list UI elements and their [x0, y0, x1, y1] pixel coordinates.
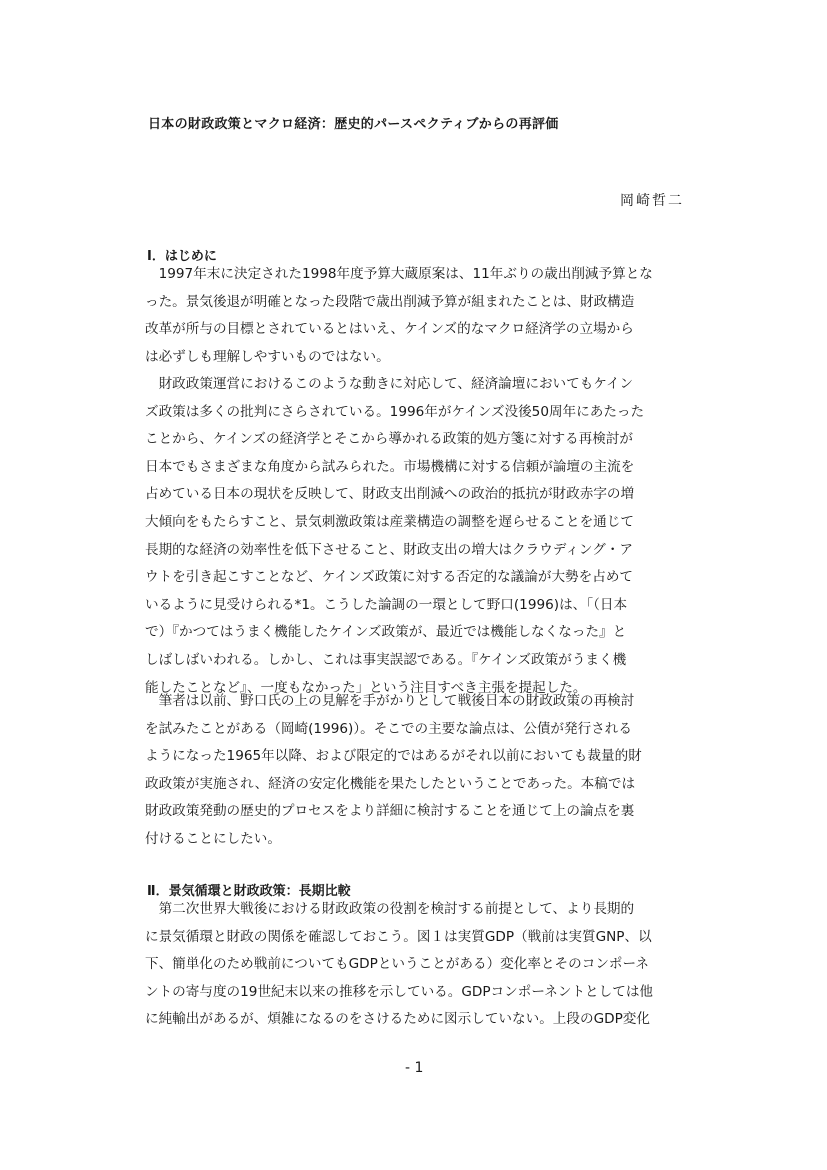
text-line: 付けることにしたい。	[145, 830, 281, 847]
section-1-paragraph-2	[145, 371, 705, 702]
text-line: ントの寄与度の19世紀末以来の推移を示している。GDPコンポーネントとしては他	[145, 983, 654, 1000]
text-line: 下、簡単化のため戦前についてもGDPということがある）変化率とそのコンポーネ	[145, 956, 650, 973]
page-number: - 1	[405, 1060, 424, 1076]
text-line: 政政策が実施され、経済の安定化機能を果たしたということであった。本稿では	[145, 775, 636, 792]
text-line: 日本でもさまざまな角度から試みられた。市場機構に対する信頼が論壇の主流を	[145, 458, 635, 475]
text-line: ズ政策は多くの批判にさらされている。1996年がケインズ没後50周年にあたった	[145, 403, 645, 420]
paper-title: 日本の財政政策とマクロ経済：歴史的パースペクティブからの再評価	[148, 117, 559, 132]
text-line: ことから、ケインズの経済学とそこから導かれる政策的処方箋に対する再検討が	[145, 431, 634, 448]
text-line: を試みたことがある（岡崎(1996)）。そこでの主要な論点は、公債が発行される	[145, 720, 632, 737]
text-line: 長期的な経済の効率性を低下させること、財政支出の増大はクラウディング・ア	[145, 541, 634, 558]
text-line: 1997年末に決定された1998年度予算大蔵原案は、11年ぶりの歳出削減予算とな	[145, 266, 653, 282]
text-line: ようになった1965年以降、および限定的ではあるがそれ以前においても裁量的財	[145, 748, 642, 765]
text-line: 占めている日本の現状を反映して、財政支出削減への政治的抵抗が財政赤字の増	[145, 486, 635, 503]
text-line: いるように見受けられる*1。こうした論調の一環として野口(1996)は、「（日本	[145, 596, 628, 613]
text-line: で）『かつてはうまく機能したケインズ政策が、最近では機能しなくなった』と	[145, 624, 627, 641]
text-line: 財政政策発動の歴史的プロセスをより詳細に検討することを通じて上の論点を裏	[145, 803, 635, 820]
text-line: 第二次世界大戦後における財政政策の役割を検討する前提として、より長期的	[145, 901, 635, 917]
text-line: 筆者は以前、野口氏の上の見解を手がかりとして戦後日本の財政政策の再検討	[145, 693, 635, 709]
text-line: 大傾向をもたらすこと、景気刺激政策は産業構造の調整を遅らせることを通じて	[145, 513, 634, 530]
author-name: 岡崎哲二	[620, 193, 684, 209]
section-1-paragraph-1	[145, 261, 705, 371]
text-line: しばしばいわれる。しかし、これは事実誤認である。『ケインズ政策がうまく機	[145, 651, 627, 668]
text-line: に純輸出があるが、煩雑になるのをさけるために図示していない。上段のGDP変化	[145, 1011, 650, 1028]
section-1-heading: Ⅰ．はじめに	[147, 249, 217, 264]
text-line: 能したことなど』、一度もなかった」という注目すべき主張を提起した。	[145, 679, 587, 696]
text-line: 財政政策運営におけるこのような動きに対応して、経済論壇においてもケイン	[145, 376, 634, 392]
text-line: に景気循環と財政の関係を確認しておこう。図１は実質GDP（戦前は実質GNP、以	[145, 928, 652, 945]
text-line: 改革が所与の目標とされているとはいえ、ケインズ的なマクロ経済学の立場から	[145, 321, 634, 338]
text-line: は必ずしも理解しやすいものではない。	[145, 348, 390, 365]
section-2-heading: Ⅱ．景気循環と財政政策：長期比較	[147, 884, 351, 899]
section-1-paragraph-3	[145, 688, 705, 854]
section-2-paragraph-1	[145, 896, 705, 1034]
text-line: った。景気後退が明確となった段階で歳出削減予算が組まれたことは、財政構造	[145, 293, 635, 310]
text-line: ウトを引き起こすことなど、ケインズ政策に対する否定的な議論が大勢を占めて	[145, 569, 634, 586]
